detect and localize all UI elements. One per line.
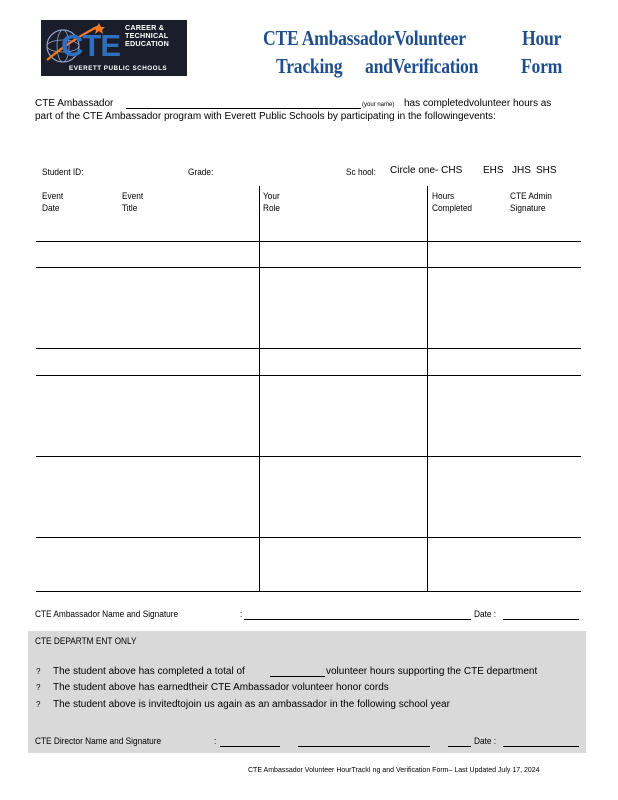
- header-your-role: [263, 190, 280, 214]
- header-hours-completed: [432, 190, 472, 214]
- header-text: Title: [122, 203, 138, 213]
- department-heading: CTE DEPARTM ENT ONLY: [35, 636, 137, 646]
- dept-item2: The student above has earnedtheir CTE Ambassador volunteer honor cords: [53, 682, 389, 693]
- intro-line2: part of the CTE Ambassador program with Everett Public Schools by participating in the followingevents:: [35, 111, 496, 122]
- school-option-shs[interactable]: SHS: [536, 165, 557, 176]
- header-admin-signature: [510, 190, 552, 214]
- title-line2-right: Form: [521, 54, 563, 78]
- school-label: Sc hool:: [346, 167, 376, 177]
- table-row-divider: [36, 456, 581, 457]
- table-row-divider: [36, 267, 581, 268]
- title-line1-right: Hour: [522, 26, 562, 50]
- header-text: Your: [263, 191, 280, 201]
- dept-item3: The student above is invitedtojoin us again as an ambassador in the following school year: [53, 699, 450, 710]
- table-row-divider: [36, 348, 581, 349]
- header-text: Date: [42, 203, 60, 213]
- logo-text: [125, 24, 185, 48]
- table-row-divider: [36, 537, 581, 538]
- ambassador-date-label: Date :: [474, 609, 497, 619]
- bullet-icon: ?: [36, 700, 41, 709]
- school-option-jhs[interactable]: JHS: [512, 165, 531, 176]
- header-text: Event: [42, 191, 64, 201]
- bullet-icon: ?: [36, 667, 41, 676]
- table-row-divider: [36, 375, 581, 376]
- dept-item1-a: The student above has completed a total of: [53, 666, 245, 677]
- header-text: Role: [263, 203, 281, 213]
- header-text: Event: [122, 191, 144, 201]
- grade-label: Grade:: [188, 167, 214, 177]
- header-event-date: [42, 190, 63, 214]
- table-column-divider: [427, 186, 428, 592]
- footer-text: CTE Ambassador Volunteer HourTrackI ng and Verification Form– Last Updated July 17, 2024: [248, 767, 540, 774]
- header-event-title: [122, 190, 143, 214]
- director-signature-line[interactable]: [220, 746, 280, 747]
- table-row-divider: [36, 241, 581, 242]
- logo-line: TECHNICAL: [125, 31, 169, 40]
- intro-suffix: has completedvolunteer hours as: [404, 98, 552, 109]
- logo-district: EVERETT PUBLIC SCHOOLS: [69, 65, 168, 72]
- name-hint: (your name): [362, 102, 395, 108]
- circle-one-label: Circle one- CHS: [390, 165, 463, 176]
- logo-letters: CTE: [61, 28, 120, 63]
- total-hours-line[interactable]: [270, 676, 325, 677]
- header-text: CTE Admin: [510, 191, 552, 201]
- school-option-ehs[interactable]: EHS: [483, 165, 504, 176]
- logo-line: CAREER &: [125, 23, 165, 32]
- header-text: Signature: [510, 203, 546, 213]
- bullet-icon: ?: [36, 683, 41, 692]
- director-date-label: Date :: [474, 736, 497, 746]
- ambassador-signature-colon: :: [240, 609, 243, 619]
- table-row-divider: [36, 591, 581, 592]
- title-line2-a: Tracking: [276, 54, 343, 78]
- intro-prefix: CTE Ambassador: [35, 98, 114, 109]
- title-line2-b: andVerification: [365, 54, 479, 78]
- dept-item1-b: volunteer hours supporting the CTE department: [326, 666, 538, 677]
- ambassador-signature-line[interactable]: [244, 619, 471, 620]
- student-id-label: Student ID:: [42, 167, 84, 177]
- cte-logo: [41, 20, 187, 76]
- director-signature-colon: :: [214, 736, 217, 746]
- table-column-divider: [259, 186, 260, 592]
- header-text: Completed: [432, 203, 473, 213]
- director-signature-line[interactable]: [448, 746, 471, 747]
- director-signature-label: CTE Director Name and Signature: [35, 736, 162, 746]
- director-date-line[interactable]: [503, 746, 579, 747]
- director-signature-line[interactable]: [298, 746, 430, 747]
- ambassador-date-line[interactable]: [503, 619, 579, 620]
- ambassador-signature-label: CTE Ambassador Name and Signature: [35, 609, 179, 619]
- header-text: Hours: [432, 191, 455, 201]
- title-line1: CTE AmbassadorVolunteer: [263, 26, 466, 50]
- ambassador-name-line[interactable]: [126, 108, 361, 109]
- logo-line: EDUCATION: [125, 39, 169, 48]
